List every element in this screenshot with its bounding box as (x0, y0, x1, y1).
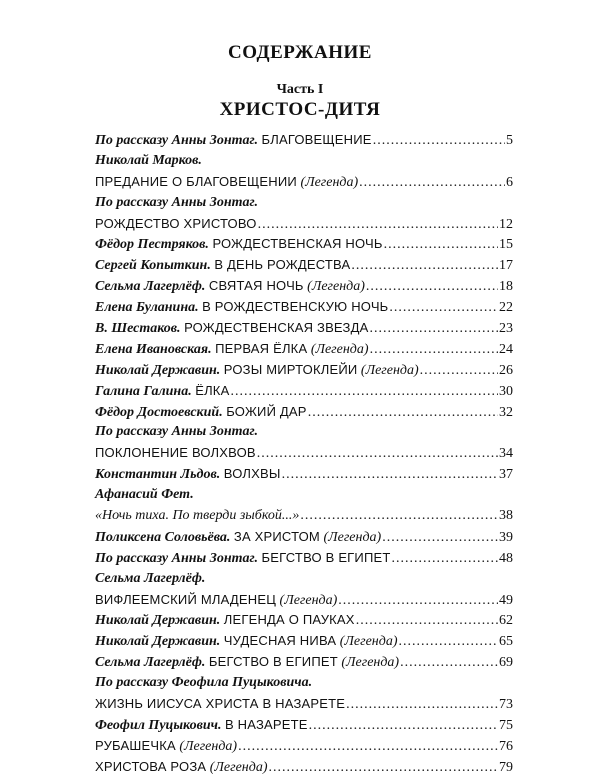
dot-leader (269, 758, 499, 779)
toc-entry (95, 485, 513, 527)
dot-leader (346, 695, 498, 716)
entry-page-number: 39 (499, 529, 513, 545)
entry-title: ХРИСТОВА РОЗА (95, 758, 207, 774)
entry-page-number: 76 (499, 738, 513, 754)
toc-entry (95, 360, 513, 381)
entry-page-number: 30 (499, 383, 513, 399)
entry-title: В РОЖДЕСТВЕНСКУЮ НОЧЬ (202, 299, 389, 315)
entry-title: ЗА ХРИСТОМ (233, 528, 320, 544)
toc-entry (95, 318, 513, 339)
entry-author: Фёдор Пестряков. (95, 237, 209, 253)
dot-leader (351, 256, 498, 277)
entry-author: Фёдор Достоевский. (95, 404, 223, 420)
entry-title: ВОЛХВЫ (223, 466, 281, 482)
dot-leader (300, 506, 498, 527)
dot-leader (366, 277, 498, 298)
dot-leader (258, 215, 498, 236)
entry-title: ЖИЗНЬ ИИСУСА ХРИСТА В НАЗАРЕТЕ (95, 696, 346, 712)
dot-leader (370, 340, 498, 361)
toc-entry (95, 652, 513, 673)
dot-leader (389, 298, 498, 319)
toc-entry (95, 569, 513, 611)
entry-title: РОЖДЕСТВЕНСКАЯ ЗВЕЗДА (184, 320, 369, 336)
entry-author: Поликсена Соловьёва. (95, 529, 231, 545)
entry-title: БЕГСТВО В ЕГИПЕТ (261, 549, 391, 565)
entry-author: По рассказу Феофила Пуцыковича. (95, 675, 313, 691)
entry-author: Константин Льдов. (95, 467, 221, 483)
dot-leader (282, 465, 498, 486)
entry-page-number: 73 (499, 697, 513, 713)
entry-author: Елена Буланина. (95, 300, 199, 316)
dot-leader (382, 528, 498, 549)
toc-entry (95, 402, 513, 423)
entry-author: Феофил Пуцыкович. (95, 717, 222, 733)
dot-leader (356, 611, 498, 632)
entry-page-number: 48 (499, 550, 513, 566)
entry-title: БЛАГОВЕЩЕНИЕ (261, 132, 372, 147)
toc-entry (95, 381, 513, 402)
dot-leader (400, 653, 498, 674)
entry-author: Елена Ивановская. (95, 341, 212, 357)
entry-title: В НАЗАРЕТЕ (224, 716, 308, 732)
entry-page-number: 26 (499, 362, 513, 378)
dot-leader (369, 319, 498, 340)
entry-title: РОЗЫ МИРТОКЛЕЙИ (223, 361, 358, 377)
entry-page-number: 24 (499, 341, 513, 357)
entry-author: По рассказу Анны Зонтаг. (95, 194, 259, 210)
dot-leader (238, 737, 498, 758)
entry-page-number: 62 (499, 613, 513, 629)
entry-title: ПОКЛОНЕНИЕ ВОЛХВОВ (95, 445, 256, 461)
entry-title: ЁЛКА (195, 382, 230, 398)
entry-subtitle: (Легенда) (307, 279, 365, 295)
toc-entry (95, 151, 513, 193)
entry-subtitle: (Легенда) (339, 634, 398, 650)
entry-page-number: 17 (499, 258, 513, 274)
entry-author: Сельма Лагерлёф. (95, 655, 206, 671)
table-of-contents (95, 130, 513, 778)
entry-author: Афанасий Фет. (95, 487, 194, 503)
entry-title: ЛЕГЕНДА О ПАУКАХ (223, 612, 355, 628)
dot-leader (392, 549, 498, 570)
toc-entry (95, 422, 513, 464)
toc-entry (95, 297, 513, 318)
entry-page-number: 69 (499, 655, 513, 671)
dot-leader (399, 632, 499, 653)
entry-title: РОЖДЕСТВЕНСКАЯ НОЧЬ (212, 236, 383, 252)
part-label: Часть I (276, 82, 324, 97)
entry-title: ВИФЛЕЕМСКИЙ МЛАДЕНЕЦ (95, 591, 277, 607)
entry-author: Сергей Копыткин. (95, 258, 211, 274)
entry-page-number: 75 (499, 717, 513, 733)
entry-page-number: 65 (499, 634, 513, 650)
entry-title: РУБАШЕЧКА (95, 737, 176, 753)
dot-leader (230, 382, 498, 403)
entry-author: В. Шестаков. (95, 321, 181, 337)
entry-title: В ДЕНЬ РОЖДЕСТВА (214, 257, 351, 273)
entry-page-number: 18 (499, 279, 513, 295)
toc-entry (95, 715, 513, 736)
toc-entry (95, 610, 513, 631)
entry-subtitle: (Легенда) (310, 341, 369, 357)
entry-page-number: 6 (506, 174, 513, 190)
entry-title: БЕГСТВО В ЕГИПЕТ (208, 654, 338, 670)
entry-page-number: 15 (499, 237, 513, 253)
entry-subtitle: (Легенда) (300, 174, 359, 190)
entry-title: ПЕРВАЯ ЁЛКА (215, 340, 308, 356)
entry-page-number: 37 (499, 467, 513, 483)
entry-page-number: 22 (499, 300, 513, 316)
dot-leader (309, 716, 498, 737)
entry-title: РОЖДЕСТВО ХРИСТОВО (95, 215, 257, 231)
toc-entry (95, 631, 513, 652)
entry-page-number: 5 (506, 133, 513, 148)
entry-subtitle: (Легенда) (179, 738, 238, 754)
entry-author: Сельма Лагерлёф. (95, 570, 206, 586)
entry-author: Сельма Лагерлёф. (95, 279, 206, 295)
dot-leader (373, 131, 505, 152)
toc-entry (95, 130, 513, 151)
toc-entry (95, 255, 513, 276)
entry-page-number: 12 (499, 216, 513, 232)
entry-page-number: 49 (499, 592, 513, 608)
entry-author: По рассказу Анны Зонтаг. (95, 133, 259, 148)
dot-leader (359, 173, 505, 194)
entry-author: Николай Державин. (95, 362, 221, 378)
page-title: СОДЕРЖАНИЕ (228, 42, 372, 63)
toc-entry (95, 527, 513, 548)
entry-subtitle: (Легенда) (341, 655, 400, 671)
entry-title: ПРЕДАНИЕ О БЛАГОВЕЩЕНИИ (95, 173, 297, 189)
entry-title: СВЯТАЯ НОЧЬ (208, 278, 304, 294)
entry-author: По рассказу Анны Зонтаг. (95, 550, 259, 566)
dot-leader (308, 403, 498, 424)
entry-page-number: 32 (499, 404, 513, 420)
entry-subtitle: (Легенда) (279, 592, 338, 608)
dot-leader (338, 591, 498, 612)
entry-author: Галина Галина. (95, 383, 192, 399)
entry-author: Николай Державин. (95, 634, 221, 650)
entry-subtitle: (Легенда) (360, 362, 419, 378)
part-title: ХРИСТОС-ДИТЯ (219, 99, 381, 120)
toc-entry (95, 276, 513, 297)
entry-page-number: 38 (499, 508, 513, 524)
toc-entry (95, 464, 513, 485)
dot-leader (257, 444, 498, 465)
dot-leader (420, 361, 498, 382)
entry-author: Николай Державин. (95, 613, 221, 629)
entry-subtitle: (Легенда) (323, 529, 382, 545)
toc-entry (95, 339, 513, 360)
entry-page-number: 23 (499, 321, 513, 337)
dot-leader (384, 235, 498, 256)
entry-subtitle: (Легенда) (209, 759, 268, 775)
entry-page-number: 34 (499, 446, 513, 462)
entry-author: Николай Марков. (95, 152, 202, 168)
toc-entry (95, 548, 513, 569)
toc-entry (95, 234, 513, 255)
entry-title: ЧУДЕСНАЯ НИВА (223, 633, 337, 649)
entry-page-number: 79 (499, 759, 513, 775)
toc-entry (95, 736, 513, 757)
toc-entry (95, 757, 513, 778)
entry-subtitle: «Ночь тиха. По тверди зыбкой...» (95, 508, 300, 524)
entry-author: По рассказу Анны Зонтаг. (95, 424, 259, 440)
toc-entry (95, 193, 513, 235)
entry-title: БОЖИЙ ДАР (226, 403, 307, 419)
toc-entry (95, 673, 513, 715)
